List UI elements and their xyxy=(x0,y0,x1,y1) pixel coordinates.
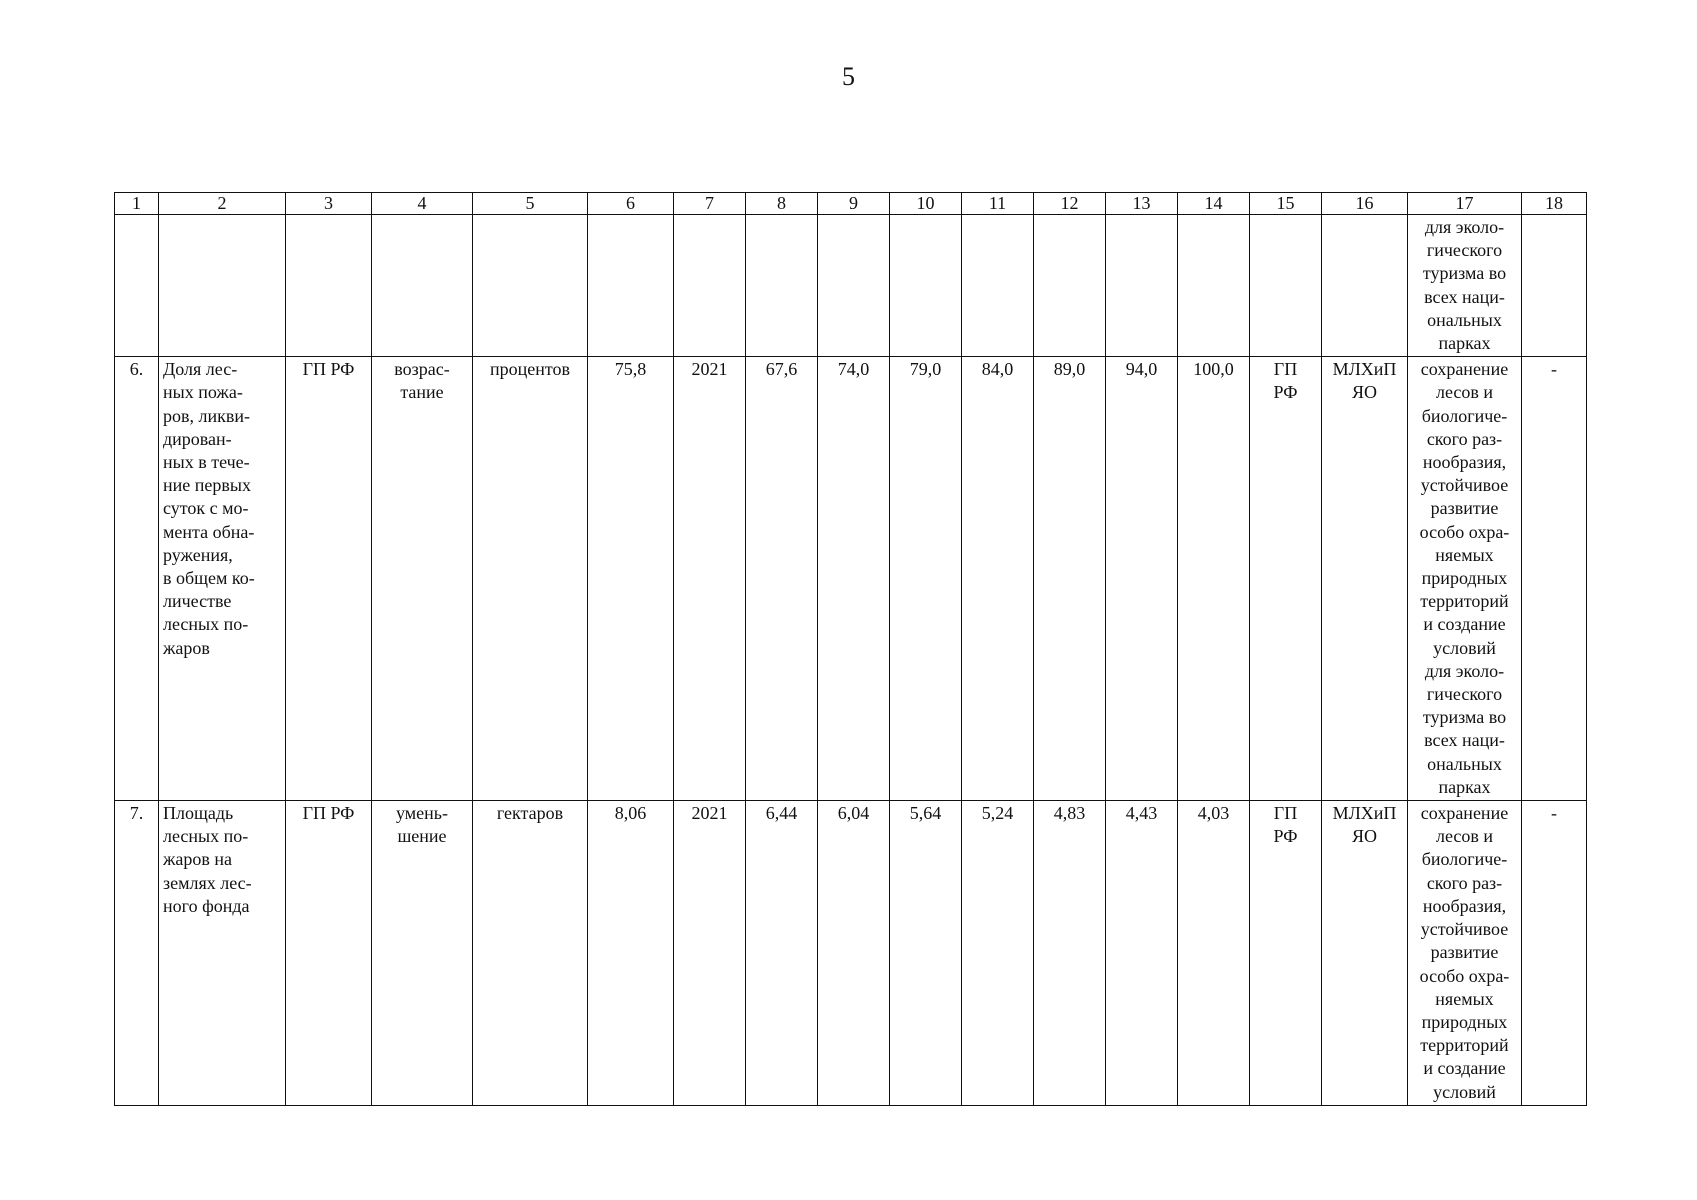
table-cell xyxy=(890,215,962,357)
continuation-row xyxy=(115,215,1587,357)
value-cell: 5,64 xyxy=(890,801,962,1106)
column-number: 16 xyxy=(1322,193,1408,215)
table-row xyxy=(115,801,1587,1106)
table-cell xyxy=(1322,215,1408,357)
value-cell: 84,0 xyxy=(962,357,1034,801)
column-number-row xyxy=(115,193,1587,215)
indicator-direction: возрас- тание xyxy=(372,357,473,801)
value-cell: 74,0 xyxy=(818,357,890,801)
column-number: 3 xyxy=(286,193,372,215)
table-cell xyxy=(159,215,286,357)
goal-cell: сохранение лесов и биологиче- ского раз- нообразия, устойчивое развитие особо охра- няемых природных территорий и создание условий для эколо- гического туризма во всех наци- ональных парках xyxy=(1408,357,1522,801)
table-cell xyxy=(372,215,473,357)
row-number: 7. xyxy=(115,801,159,1106)
column-number: 11 xyxy=(962,193,1034,215)
note-cell: - xyxy=(1522,801,1587,1106)
table-cell xyxy=(1522,215,1587,357)
row-number: 6. xyxy=(115,357,159,801)
value-cell: 5,24 xyxy=(962,801,1034,1106)
indicator-direction: умень- шение xyxy=(372,801,473,1106)
value-cell: 4,03 xyxy=(1178,801,1250,1106)
column-number: 13 xyxy=(1106,193,1178,215)
indicator-name: Площадь лесных по- жаров на землях лес- ного фонда xyxy=(159,801,286,1106)
column-number: 9 xyxy=(818,193,890,215)
value-cell: 89,0 xyxy=(1034,357,1106,801)
column-number: 14 xyxy=(1178,193,1250,215)
column-number: 12 xyxy=(1034,193,1106,215)
indicator-source: ГП РФ xyxy=(286,801,372,1106)
column-number: 4 xyxy=(372,193,473,215)
value-cell: 100,0 xyxy=(1178,357,1250,801)
responsible-cell: МЛХиП ЯО xyxy=(1322,357,1408,801)
column-number: 15 xyxy=(1250,193,1322,215)
indicator-unit: процентов xyxy=(473,357,588,801)
column-number: 1 xyxy=(115,193,159,215)
value-cell: 94,0 xyxy=(1106,357,1178,801)
base-year: 2021 xyxy=(674,357,746,801)
indicator-unit: гектаров xyxy=(473,801,588,1106)
column-number: 18 xyxy=(1522,193,1587,215)
column-number: 6 xyxy=(588,193,674,215)
indicators-table xyxy=(114,192,1587,1106)
note-cell: - xyxy=(1522,357,1587,801)
value-cell: 6,44 xyxy=(746,801,818,1106)
value-cell: 6,04 xyxy=(818,801,890,1106)
value-cell: 4,43 xyxy=(1106,801,1178,1106)
column-number: 17 xyxy=(1408,193,1522,215)
table-row xyxy=(115,357,1587,801)
table-cell xyxy=(588,215,674,357)
value-cell: 79,0 xyxy=(890,357,962,801)
table-cell xyxy=(286,215,372,357)
goal-cell: для эколо- гического туризма во всех нaци- ональных парках xyxy=(1408,215,1522,357)
goal-cell: сохранение лесов и биологиче- ского раз- нообразия, устойчивое развитие особо охра- няемых природных территорий и создание условий xyxy=(1408,801,1522,1106)
table-cell xyxy=(1178,215,1250,357)
base-value: 75,8 xyxy=(588,357,674,801)
base-year: 2021 xyxy=(674,801,746,1106)
base-value: 8,06 xyxy=(588,801,674,1106)
value-cell: 4,83 xyxy=(1034,801,1106,1106)
table-cell xyxy=(1106,215,1178,357)
indicator-name: Доля лес- ных пожа- ров, ликви- дирован- ных в тече- ние первых суток с мо- мента обна- ружения, в общем ко- личестве лесных по- жаров xyxy=(159,357,286,801)
table-cell xyxy=(674,215,746,357)
column-number: 2 xyxy=(159,193,286,215)
value-cell: 67,6 xyxy=(746,357,818,801)
table-cell xyxy=(473,215,588,357)
column-number: 7 xyxy=(674,193,746,215)
table-cell xyxy=(115,215,159,357)
document-cell: ГП РФ xyxy=(1250,801,1322,1106)
table-cell xyxy=(1250,215,1322,357)
document-cell: ГП РФ xyxy=(1250,357,1322,801)
indicator-source: ГП РФ xyxy=(286,357,372,801)
table-cell xyxy=(962,215,1034,357)
column-number: 8 xyxy=(746,193,818,215)
responsible-cell: МЛХиП ЯО xyxy=(1322,801,1408,1106)
table-cell xyxy=(746,215,818,357)
table-cell xyxy=(818,215,890,357)
page-number: 5 xyxy=(842,62,855,91)
table-cell xyxy=(1034,215,1106,357)
column-number: 10 xyxy=(890,193,962,215)
column-number: 5 xyxy=(473,193,588,215)
